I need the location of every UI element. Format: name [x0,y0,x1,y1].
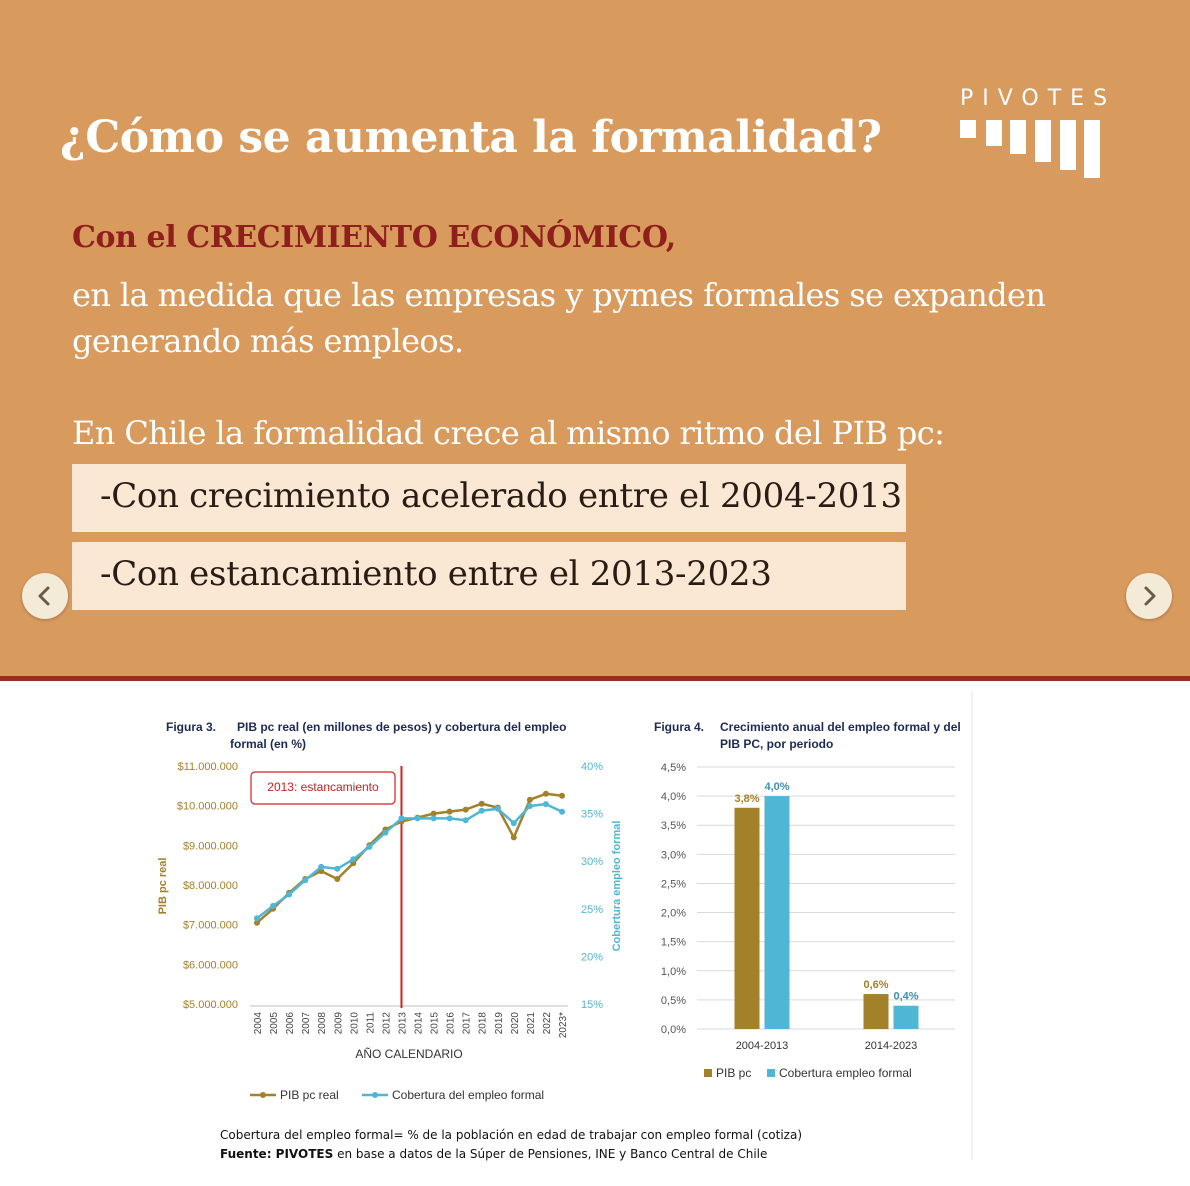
fig3-left-tick: $5.000.000 [182,999,238,1011]
fig3-point-1 [479,808,485,814]
footnote-source-label: Fuente: PIVOTES [220,1147,334,1161]
fig4-bar [864,994,889,1029]
fig3-point-0 [334,876,340,882]
fig3-point-1 [318,864,324,870]
bullet-text-2: -Con estancamiento entre el 2013-2023 [100,554,772,594]
body-paragraph-2: En Chile la formalidad crece al mismo ritmo del PIB pc: [72,414,945,452]
fig3-series [254,791,565,926]
fig3-x-tick: 2007 [301,1012,313,1035]
bullet-box-2 [72,542,906,610]
fig3-x-tick: 2017 [461,1012,473,1035]
fig3-x-tick: 2009 [333,1012,345,1035]
fig4-bar [894,1006,919,1029]
fig3-point-0 [527,797,533,803]
fig3-series-line-0 [257,794,562,923]
fig3-point-0 [479,801,485,807]
fig3-x-tick: 2014 [413,1012,425,1035]
fig3-legend-cobertura: Cobertura del empleo formal [392,1088,545,1102]
fig3-right-axis [581,761,603,1011]
fig4-legend [704,1066,912,1080]
fig3-left-axis [177,761,238,1011]
fig4-y-tick: 2,5% [660,878,686,891]
fig3-point-1 [431,815,437,821]
fig3-series-line-1 [257,804,562,918]
fig3-x-tick: 2011 [365,1012,377,1034]
chevron-left-icon [22,573,68,619]
logo-bars-icon [960,120,1130,180]
fig4-bar [735,808,760,1029]
footnote-definition: Cobertura del empleo formal= % de la población en edad de trabajar con empleo formal (cotiza) [220,1128,802,1142]
fig3-legend [250,1088,544,1102]
fig4-bar [765,796,790,1029]
fig3-left-tick: $10.000.000 [176,800,238,813]
fig3-point-0 [559,793,565,799]
fig3-point-1 [511,820,517,826]
fig3-x-label: AÑO CALENDARIO [355,1047,463,1061]
fig3-x-axis [253,1012,569,1039]
fig3-left-tick: $7.000.000 [182,919,238,932]
page-title: ¿Cómo se aumenta la formalidad? [60,112,882,163]
fig3-title-1: PIB pc real (en millones de pesos) y cobertura del empleo [237,720,567,734]
fig4-title-2: PIB PC, por periodo [720,737,834,751]
fig4-bar-label: 4,0% [764,781,790,794]
fig3-point-1 [334,866,340,872]
fig3-x-tick: 2023* [558,1012,569,1039]
fig4-y-tick: 2,0% [660,907,686,920]
fig3-point-1 [399,815,405,821]
fig4-y-tick: 4,5% [660,762,686,774]
previous-slide-button[interactable] [22,573,68,619]
fig3-x-tick: 2020 [509,1012,521,1035]
fig4-y-tick: 3,0% [660,849,686,862]
fig3-point-1 [559,809,565,815]
fig3-x-tick: 2018 [477,1012,489,1035]
fig4-category-label: 2004-2013 [735,1040,789,1052]
fig3-point-1 [415,815,421,821]
fig3-point-1 [463,817,469,823]
fig4-y-tick: 3,5% [660,820,686,833]
fig3-legend-pib: PIB pc real [280,1088,339,1102]
fig4-legend-pib: PIB pc [716,1066,752,1080]
fig3-point-1 [366,844,372,850]
fig3-title-2: formal (en %) [230,737,307,751]
fig4-bars [734,781,918,1052]
fig3-point-1 [254,915,260,921]
bullet-box-1 [72,464,906,532]
fig3-label: Figura 3. [166,720,217,734]
fig3-right-axis-label: Cobertura empleo formal [611,820,623,952]
footnote-source-text: en base a datos de la Súper de Pensiones, INE y Banco Central de Chile [333,1147,768,1161]
fig3-x-tick: 2005 [269,1012,281,1035]
fig3-point-1 [350,856,356,862]
logo-text: PIVOTES [960,86,1117,111]
fig4-legend-cobertura: Cobertura empleo formal [779,1066,912,1080]
fig3-left-tick: $11.000.000 [177,761,238,773]
fig3-left-tick: $9.000.000 [182,840,238,853]
fig3-point-1 [302,877,308,883]
fig4-bar-label: 0,4% [893,990,919,1003]
fig3-right-tick: 20% [581,951,604,964]
fig3-annotation: 2013: estancamiento [267,780,379,794]
fig3-point-0 [463,807,469,813]
fig3-x-tick: 2013 [397,1012,409,1035]
bullet-text-1: -Con crecimiento acelerado entre el 2004-2013 [100,476,902,516]
body-paragraph-1: en la medida que las empresas y pymes formales se expanden generando más empleos. [72,276,1046,360]
fig3-x-tick: 2019 [493,1012,505,1035]
fig4-y-tick: 4,0% [660,791,686,804]
fig4-bar-label: 0,6% [863,979,889,992]
fig4-title-1: Crecimiento anual del empleo formal y del [720,720,961,734]
fig3-point-0 [511,834,517,840]
fig3-right-tick: 35% [581,808,604,821]
fig4-label: Figura 4. [654,720,705,734]
lead-text: Con el CRECIMIENTO ECONÓMICO, [72,220,676,255]
fig3-point-1 [270,903,276,909]
fig4-category-label: 2014-2023 [864,1040,918,1052]
fig3-left-axis-label: PIB pc real [157,857,169,915]
fig3-point-1 [447,815,453,821]
fig3-x-tick: 2006 [285,1012,297,1035]
footnote-source [220,1147,767,1161]
charts-panel [0,681,1190,1186]
fig4-bar-label: 3,8% [734,792,760,805]
fig4-y-tick: 0,5% [660,994,686,1007]
fig3-x-tick: 2016 [445,1012,457,1035]
fig3-x-tick: 2008 [317,1012,329,1035]
fig3-x-tick: 2021 [525,1012,537,1035]
fig3-right-tick: 30% [581,856,604,869]
fig3-point-1 [382,830,388,836]
fig3-x-tick: 2015 [429,1012,441,1035]
fig4-y-tick: 1,5% [660,936,686,949]
fig4-y-tick: 1,0% [660,965,686,978]
fig3-x-tick: 2022 [541,1012,553,1035]
chevron-right-icon [1126,573,1172,619]
fig3-right-tick: 15% [581,999,604,1011]
fig3-left-tick: $8.000.000 [182,880,238,892]
fig3-x-tick: 2004 [253,1012,264,1035]
fig3-point-1 [543,801,549,807]
fig3-point-1 [286,892,292,898]
fig3-left-tick: $6.000.000 [182,959,238,972]
fig3-point-0 [543,791,549,797]
fig3-x-tick: 2010 [349,1012,361,1035]
fig3-right-tick: 25% [581,903,604,916]
fig3-right-tick: 40% [581,761,604,773]
fig3-x-tick: 2012 [381,1012,393,1035]
fig3-point-1 [495,806,501,812]
fig4-y-tick: 0,0% [660,1024,686,1036]
next-slide-button[interactable] [1126,573,1172,619]
fig3-point-0 [447,809,453,815]
fig3-point-1 [527,803,533,809]
